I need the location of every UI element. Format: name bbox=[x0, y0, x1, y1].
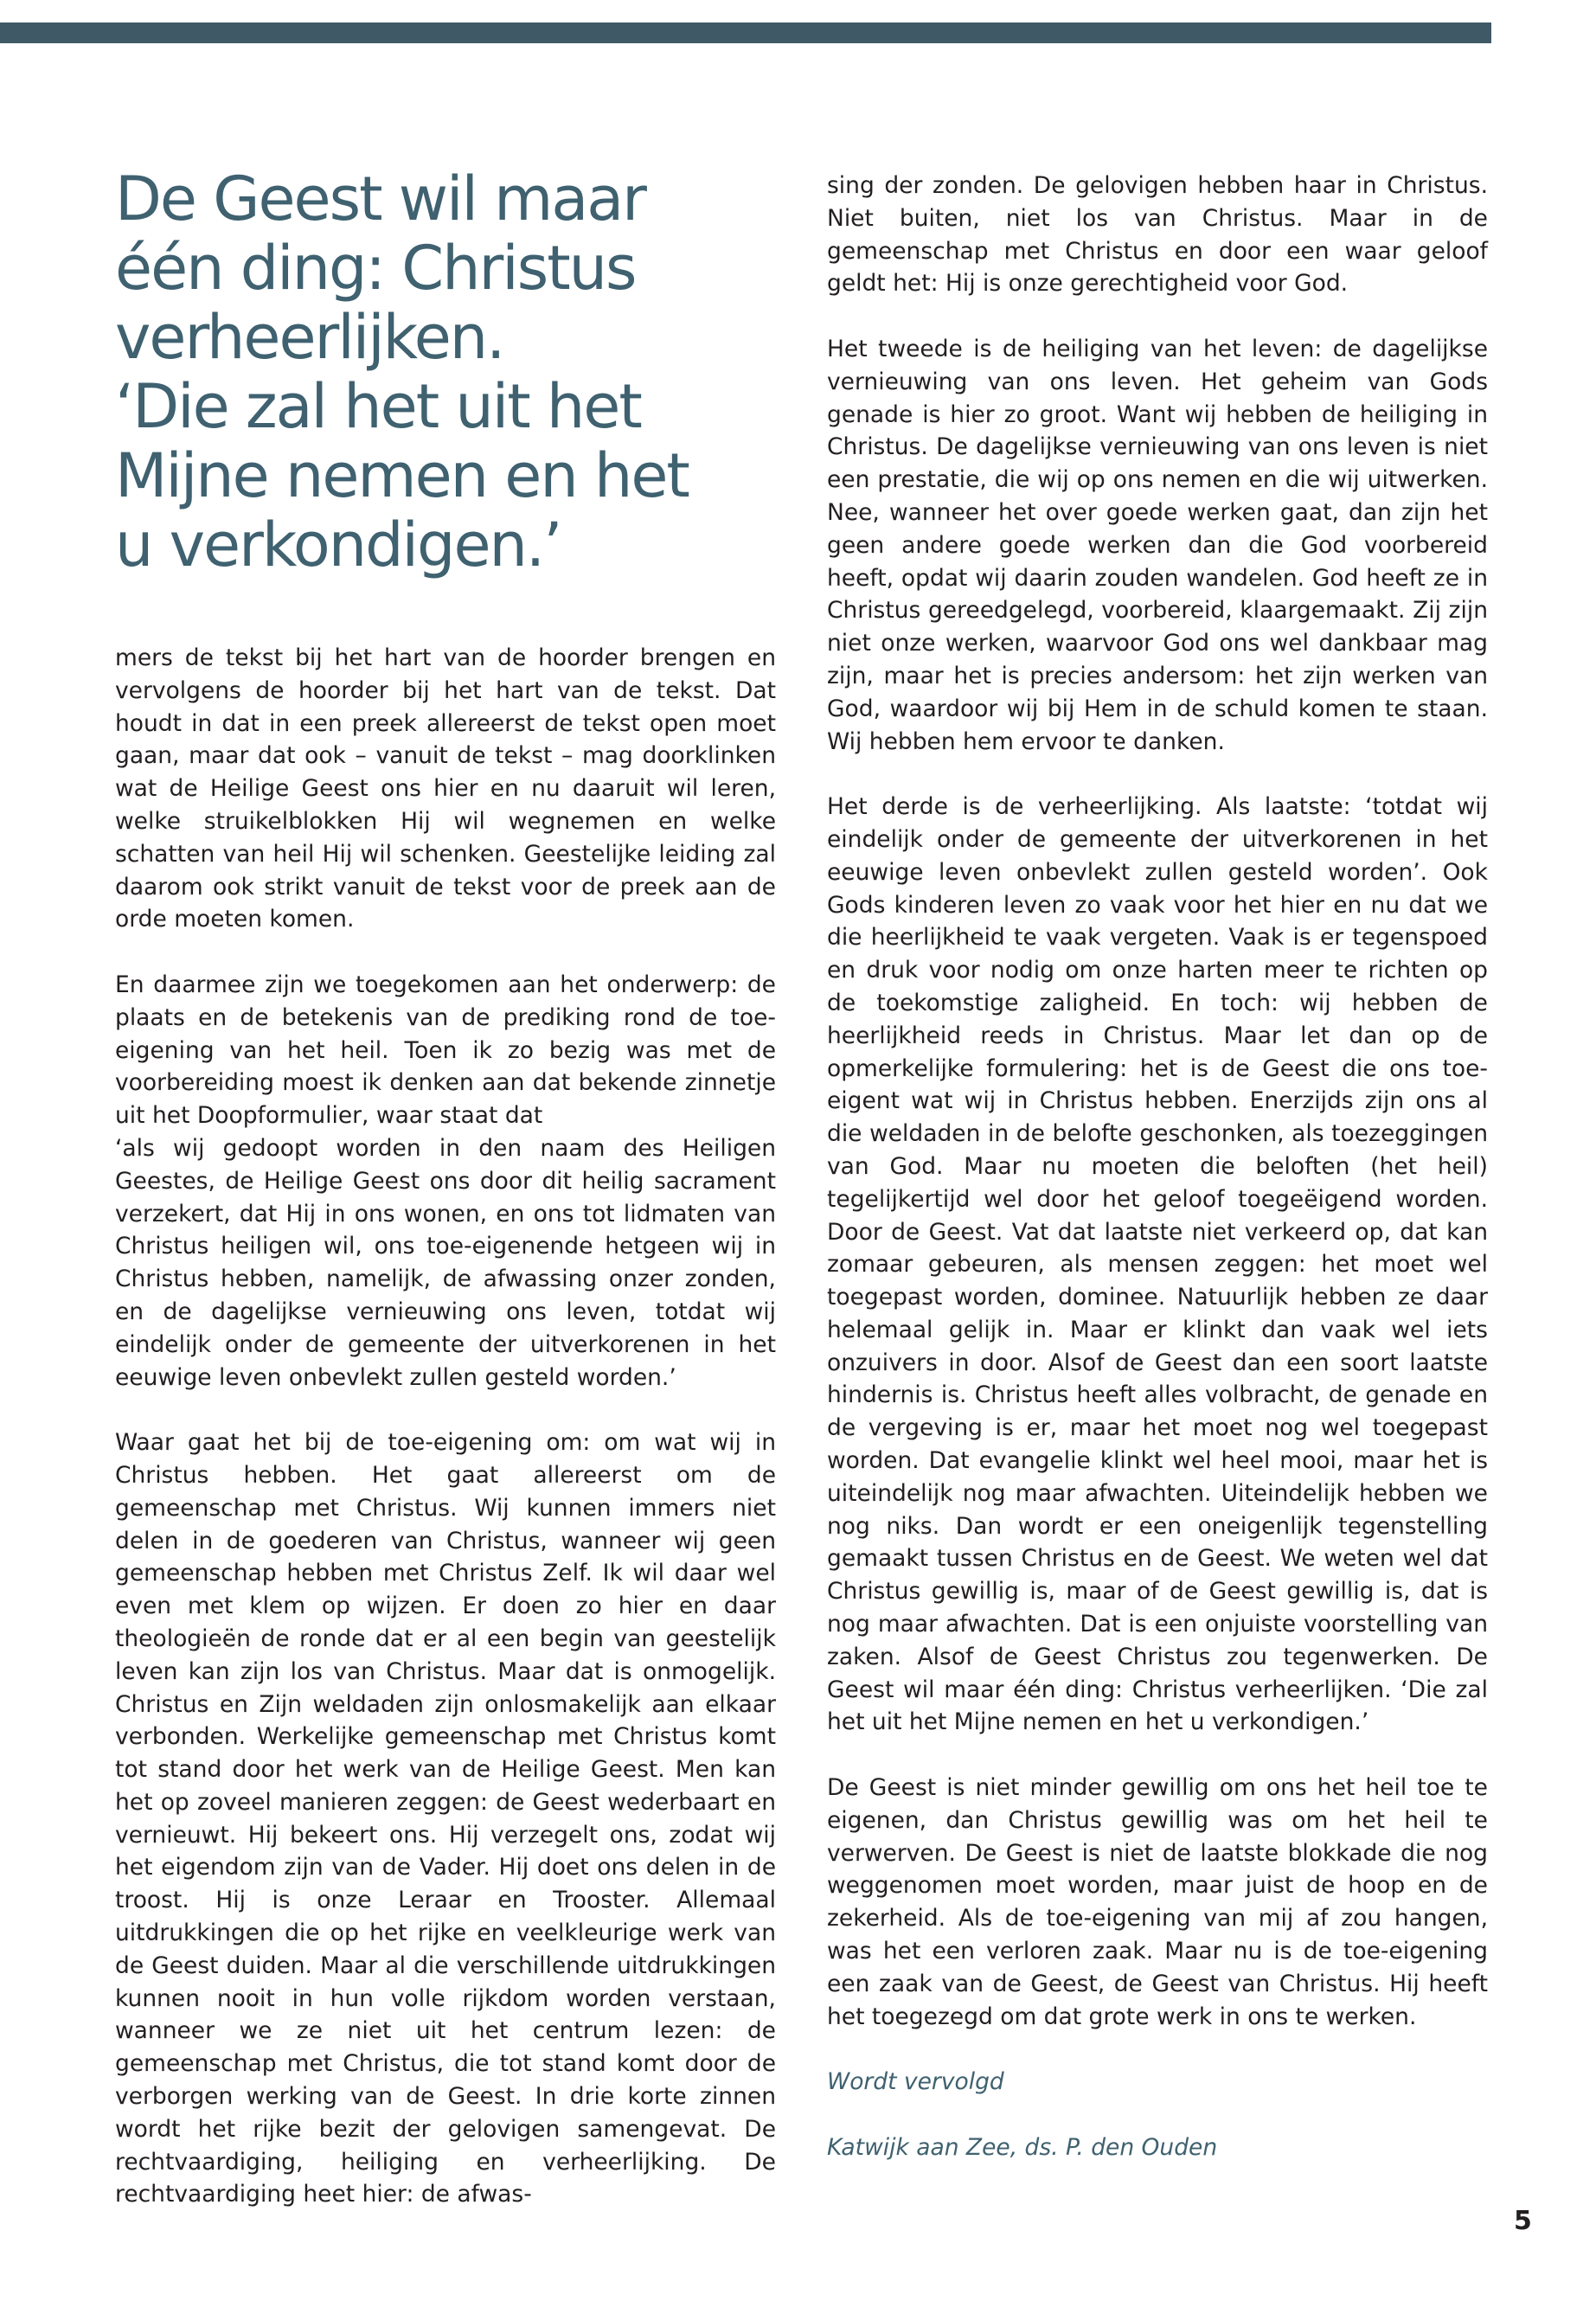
header-bar bbox=[0, 22, 1491, 43]
pull-quote-line: Mijne nemen en het bbox=[115, 440, 689, 511]
pull-quote bbox=[115, 164, 790, 580]
pull-quote-line: ‘Die zal het uit het bbox=[115, 371, 641, 442]
continued-note: Wordt vervolgd bbox=[827, 2068, 1004, 2096]
paragraph: Waar gaat het bij de toe-eigening om: om wat wij in Christus hebben. Het gaat allereerst om de gemeenschap met Christus. Wij kunnen immers niet delen in de goederen van Christus, wanneer wij geen gemeenschap hebben met Christus Zelf. Ik wil daar wel even met klem op wijzen. Er doen zo hier en daar theologieën de ronde dat er al een begin van geestelijk leven kan zijn los van Christus. Maar dat is onmogelijk. Christus en Zijn weldaden zijn onlosmakelijk aan elkaar verbonden. Werkelijke gemeenschap met Christus komt tot stand door het werk van de Heilige Geest. Men kan het op zoveel manieren zeggen: de Geest wederbaart en vernieuwt. Hij bekeert ons. Hij verzegelt ons, zodat wij het eigendom zijn van de Vader. Hij doet ons delen in de troost. Hij is onze Leraar en Trooster. Allemaal uitdrukkingen die op het rijke en veelkleurige werk van de Geest duiden. Maar al die verschillende uitdrukkingen kunnen nooit in hun volle rijkdom worden verstaan, wanneer we ze niet uit het centrum lezen: de gemeenschap met Christus, die tot stand komt door de verborgen werking van de Geest. In drie korte zinnen wordt het rijke bezit der gelovigen samengevat. De rechtvaardiging, heiliging en verheerlijking. De rechtvaardiging heet hier: de afwas- bbox=[115, 1429, 776, 2208]
pull-quote-line: verheerlijken. bbox=[115, 302, 504, 373]
paragraph: Het derde is de verheerlijking. Als laatste: ‘totdat wij eindelijk onder de gemeente der uitverkorenen in het eeuwige leven onbevlekt zullen gesteld worden’. Ook Gods kinderen leven zo vaak voor het hier en nu dat we die heerlijkheid te vaak vergeten. Vaak is er tegenspoed en druk voor nodig om onze harten meer te richten op de toekomstige zaligheid. En toch: wij hebben de heerlijkheid reeds in Christus. Maar let dan op de opmerkelijke formulering: het is de Geest die ons toe-eigent wat wij in Christus hebben. Enerzijds zijn ons al die weldaden in de belofte geschonken, als toezeggingen van God. Maar nu moeten die beloften (het heil) tegelijkertijd wel door het geloof toegeëigend worden. Door de Geest. Vat dat laatste niet verkeerd op, dat kan zomaar gebeuren, als mensen zeggen: het moet wel toegepast worden, dominee. Natuurlijk hebben ze daar helemaal gelijk in. Maar er klinkt dan vaak wel iets onzuivers in door. Alsof de Geest dan een soort laatste hindernis is. Christus heeft alles volbracht, de genade en de vergeving is er, maar het moet nog wel toegepast worden. Dat evangelie klinkt wel heel mooi, maar het is uiteindelijk nog maar afwachten. Uiteindelijk hebben we nog niks. Dan wordt er een oneigenlijk tegenstelling gemaakt tussen Christus en de Geest. We weten wel dat Christus gewillig is, maar of de Geest gewillig is, dat is nog maar afwachten. Dat is een onjuiste voorstelling van zaken. Alsof de Geest Christus zou tegenwerken. De Geest wil maar één ding: Christus verheerlijken. ‘Die zal het uit het Mijne nemen en het u verkondigen.’ bbox=[827, 793, 1488, 1736]
paragraph: Het tweede is de heiliging van het leven: de dagelijkse vernieuwing van ons leven. Het geheim van Gods genade is hier zo groot. Want wij hebben de heiliging in Christus. De dagelijkse vernieuwing van ons leven is niet een prestatie, die wij op ons nemen en die wij uitwerken. Nee, wanneer het over goede werken gaat, dan zijn het geen andere goede werken dan die God voorbereid heeft, opdat wij daarin zouden wandelen. God heeft ze in Christus gereedgelegd, voorbereid, klaargemaakt. Zij zijn niet onze werken, waarvoor God ons wel dankbaar mag zijn, maar het is precies andersom: het zijn werken van God, waardoor wij bij Hem in de schuld komen te staan. Wij hebben hem ervoor te danken. bbox=[827, 335, 1488, 755]
paragraph: En daarmee zijn we toegekomen aan het onderwerp: de plaats en de betekenis van de prediking rond de toe-eigening van het heil. Toen ik zo bezig was met de voorbereiding moest ik denken aan dat bekende zinnetje uit het Doopformulier, waar staat dat bbox=[115, 971, 776, 1130]
right-column bbox=[827, 170, 1488, 2164]
pull-quote-line: De Geest wil maar bbox=[115, 163, 645, 234]
paragraph: De Geest is niet minder gewillig om ons het heil toe te eigenen, dan Christus gewillig was om het heil te verwerven. De Geest is niet de laatste blokkade die nog weggenomen moet worden, maar juist de hoop en de zekerheid. Als de toe-eigening van mij af zou hangen, was het een verloren zaak. Maar nu is de toe-eigening een zaak van de Geest, de Geest van Christus. Hij heeft het toegezegd om dat grote werk in ons te werken. bbox=[827, 1774, 1488, 2030]
page-number: 5 bbox=[1514, 2206, 1532, 2236]
baptism-formula-quote: ‘als wij gedoopt worden in den naam des Heiligen Geestes, de Heilige Geest ons door dit heilig sacrament verzekert, dat Hij in ons wonen, en ons tot lidmaten van Christus heiligen wil, ons toe-eigenende hetgeen wij in Christus hebben, namelijk, de afwassing onzer zonden, en de dagelijkse vernieuwing ons leven, totdat wij eindelijk onder de gemeente der uitverkorenen in het eeuwige leven onbevlekt zullen gesteld worden.’ bbox=[115, 1134, 776, 1391]
author-signature: Katwijk aan Zee, ds. P. den Ouden bbox=[827, 2133, 1218, 2161]
left-column bbox=[115, 642, 776, 2211]
pull-quote-line: u verkondigen.’ bbox=[115, 510, 561, 580]
paragraph: sing der zonden. De gelovigen hebben haar in Christus. Niet buiten, niet los van Christus. Maar in de gemeenschap met Christus en door een waar geloof geldt het: Hij is onze gerechtigheid voor God. bbox=[827, 172, 1488, 298]
paragraph: mers de tekst bij het hart van de hoorder brengen en vervolgens de hoorder bij het hart van de tekst. Dat houdt in dat in een preek allereerst de tekst open moet gaan, maar dat ook – vanuit de tekst – mag doorklinken wat de Heilige Geest ons hier en nu daaruit wil leren, welke struikelblokken Hij wil wegnemen en welke schatten van heil Hij wil schenken. Geestelijke leiding zal daarom ook strikt vanuit de tekst voor de preek aan de orde moeten komen. bbox=[115, 644, 776, 933]
pull-quote-line: één ding: Christus bbox=[115, 233, 636, 304]
